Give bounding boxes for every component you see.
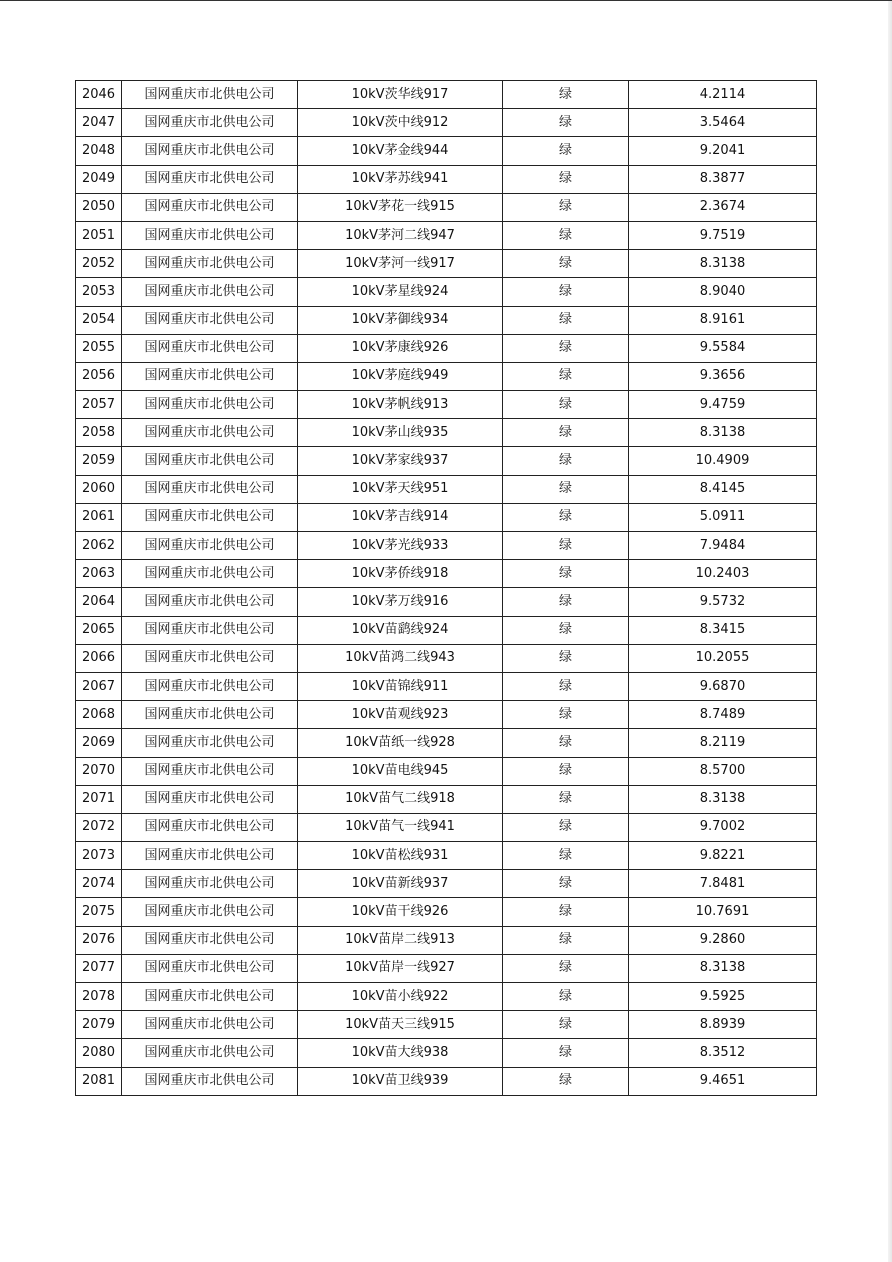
- value-cell: 9.6870: [629, 672, 817, 700]
- line-name-cell: 10kV茅花一线915: [298, 193, 503, 221]
- value-cell: 10.4909: [629, 447, 817, 475]
- table-row: [76, 785, 817, 813]
- status-cell: 绿: [503, 785, 629, 813]
- row-number-cell: 2066: [76, 644, 122, 672]
- status-cell: 绿: [503, 954, 629, 982]
- status-cell: 绿: [503, 221, 629, 249]
- row-number-cell: 2074: [76, 870, 122, 898]
- status-cell: 绿: [503, 729, 629, 757]
- row-number-cell: 2061: [76, 503, 122, 531]
- table-row: [76, 334, 817, 362]
- value-cell: 7.9484: [629, 532, 817, 560]
- value-cell: 9.5584: [629, 334, 817, 362]
- line-name-cell: 10kV茅河一线917: [298, 250, 503, 278]
- status-cell: 绿: [503, 560, 629, 588]
- status-cell: 绿: [503, 983, 629, 1011]
- company-cell: 国网重庆市北供电公司: [122, 193, 298, 221]
- value-cell: 8.3138: [629, 785, 817, 813]
- row-number-cell: 2069: [76, 729, 122, 757]
- line-name-cell: 10kV苗天三线915: [298, 1011, 503, 1039]
- status-cell: 绿: [503, 81, 629, 109]
- line-name-cell: 10kV苗干线926: [298, 898, 503, 926]
- status-cell: 绿: [503, 898, 629, 926]
- status-cell: 绿: [503, 475, 629, 503]
- row-number-cell: 2064: [76, 588, 122, 616]
- line-name-cell: 10kV苗观线923: [298, 701, 503, 729]
- page-top-rule: [0, 0, 892, 1]
- line-name-cell: 10kV苗小线922: [298, 983, 503, 1011]
- line-name-cell: 10kV茅万线916: [298, 588, 503, 616]
- table-row: [76, 757, 817, 785]
- page-edge-shadow: [888, 1, 892, 1262]
- table-row: [76, 532, 817, 560]
- value-cell: 8.3512: [629, 1039, 817, 1067]
- table-row: [76, 672, 817, 700]
- company-cell: 国网重庆市北供电公司: [122, 1067, 298, 1095]
- table-row: [76, 644, 817, 672]
- table-row: [76, 616, 817, 644]
- value-cell: 9.5925: [629, 983, 817, 1011]
- company-cell: 国网重庆市北供电公司: [122, 644, 298, 672]
- line-name-cell: 10kV茨华线917: [298, 81, 503, 109]
- status-cell: 绿: [503, 1039, 629, 1067]
- row-number-cell: 2077: [76, 954, 122, 982]
- line-name-cell: 10kV茅侨线918: [298, 560, 503, 588]
- value-cell: 9.3656: [629, 362, 817, 390]
- row-number-cell: 2065: [76, 616, 122, 644]
- row-number-cell: 2078: [76, 983, 122, 1011]
- company-cell: 国网重庆市北供电公司: [122, 898, 298, 926]
- value-cell: 8.3138: [629, 954, 817, 982]
- line-name-cell: 10kV苗气二线918: [298, 785, 503, 813]
- status-cell: 绿: [503, 391, 629, 419]
- table-row: [76, 475, 817, 503]
- status-cell: 绿: [503, 165, 629, 193]
- line-name-cell: 10kV茅金线944: [298, 137, 503, 165]
- table-row: [76, 137, 817, 165]
- line-name-cell: 10kV苗纸一线928: [298, 729, 503, 757]
- table-row: [76, 447, 817, 475]
- status-cell: 绿: [503, 701, 629, 729]
- company-cell: 国网重庆市北供电公司: [122, 306, 298, 334]
- line-name-cell: 10kV苗气一线941: [298, 813, 503, 841]
- table-row: [76, 362, 817, 390]
- row-number-cell: 2047: [76, 109, 122, 137]
- table-row: [76, 419, 817, 447]
- status-cell: 绿: [503, 870, 629, 898]
- line-name-cell: 10kV苗大线938: [298, 1039, 503, 1067]
- value-cell: 8.3138: [629, 419, 817, 447]
- company-cell: 国网重庆市北供电公司: [122, 785, 298, 813]
- row-number-cell: 2051: [76, 221, 122, 249]
- value-cell: 9.4759: [629, 391, 817, 419]
- status-cell: 绿: [503, 1011, 629, 1039]
- company-cell: 国网重庆市北供电公司: [122, 842, 298, 870]
- row-number-cell: 2055: [76, 334, 122, 362]
- table-row: [76, 1011, 817, 1039]
- company-cell: 国网重庆市北供电公司: [122, 532, 298, 560]
- line-name-cell: 10kV茅御线934: [298, 306, 503, 334]
- row-number-cell: 2081: [76, 1067, 122, 1095]
- company-cell: 国网重庆市北供电公司: [122, 165, 298, 193]
- line-name-cell: 10kV茅康线926: [298, 334, 503, 362]
- status-cell: 绿: [503, 926, 629, 954]
- row-number-cell: 2046: [76, 81, 122, 109]
- table-row: [76, 221, 817, 249]
- company-cell: 国网重庆市北供电公司: [122, 81, 298, 109]
- table-row: [76, 503, 817, 531]
- row-number-cell: 2067: [76, 672, 122, 700]
- value-cell: 8.4145: [629, 475, 817, 503]
- company-cell: 国网重庆市北供电公司: [122, 362, 298, 390]
- company-cell: 国网重庆市北供电公司: [122, 616, 298, 644]
- row-number-cell: 2048: [76, 137, 122, 165]
- row-number-cell: 2052: [76, 250, 122, 278]
- value-cell: 4.2114: [629, 81, 817, 109]
- value-cell: 5.0911: [629, 503, 817, 531]
- status-cell: 绿: [503, 447, 629, 475]
- status-cell: 绿: [503, 250, 629, 278]
- status-cell: 绿: [503, 306, 629, 334]
- status-cell: 绿: [503, 757, 629, 785]
- line-data-table: [75, 80, 817, 1096]
- company-cell: 国网重庆市北供电公司: [122, 1039, 298, 1067]
- status-cell: 绿: [503, 109, 629, 137]
- table-row: [76, 926, 817, 954]
- row-number-cell: 2049: [76, 165, 122, 193]
- company-cell: 国网重庆市北供电公司: [122, 588, 298, 616]
- row-number-cell: 2054: [76, 306, 122, 334]
- company-cell: 国网重庆市北供电公司: [122, 391, 298, 419]
- value-cell: 10.7691: [629, 898, 817, 926]
- value-cell: 9.7002: [629, 813, 817, 841]
- company-cell: 国网重庆市北供电公司: [122, 503, 298, 531]
- value-cell: 8.2119: [629, 729, 817, 757]
- table-row: [76, 983, 817, 1011]
- table-row: [76, 193, 817, 221]
- row-number-cell: 2073: [76, 842, 122, 870]
- table-row: [76, 870, 817, 898]
- table-row: [76, 109, 817, 137]
- value-cell: 8.5700: [629, 757, 817, 785]
- table-row: [76, 278, 817, 306]
- table-row: [76, 729, 817, 757]
- table-row: [76, 842, 817, 870]
- line-name-cell: 10kV茅吉线914: [298, 503, 503, 531]
- company-cell: 国网重庆市北供电公司: [122, 560, 298, 588]
- row-number-cell: 2063: [76, 560, 122, 588]
- company-cell: 国网重庆市北供电公司: [122, 701, 298, 729]
- row-number-cell: 2058: [76, 419, 122, 447]
- table-row: [76, 1039, 817, 1067]
- company-cell: 国网重庆市北供电公司: [122, 757, 298, 785]
- company-cell: 国网重庆市北供电公司: [122, 954, 298, 982]
- row-number-cell: 2056: [76, 362, 122, 390]
- value-cell: 9.5732: [629, 588, 817, 616]
- status-cell: 绿: [503, 842, 629, 870]
- value-cell: 8.9040: [629, 278, 817, 306]
- status-cell: 绿: [503, 419, 629, 447]
- line-name-cell: 10kV苗鹞线924: [298, 616, 503, 644]
- company-cell: 国网重庆市北供电公司: [122, 475, 298, 503]
- company-cell: 国网重庆市北供电公司: [122, 983, 298, 1011]
- line-name-cell: 10kV苗岸一线927: [298, 954, 503, 982]
- line-name-cell: 10kV茅家线937: [298, 447, 503, 475]
- value-cell: 10.2055: [629, 644, 817, 672]
- value-cell: 9.2860: [629, 926, 817, 954]
- company-cell: 国网重庆市北供电公司: [122, 870, 298, 898]
- value-cell: 9.2041: [629, 137, 817, 165]
- company-cell: 国网重庆市北供电公司: [122, 334, 298, 362]
- status-cell: 绿: [503, 644, 629, 672]
- company-cell: 国网重庆市北供电公司: [122, 419, 298, 447]
- table-row: [76, 560, 817, 588]
- value-cell: 9.7519: [629, 221, 817, 249]
- table-row: [76, 81, 817, 109]
- line-name-cell: 10kV茅庭线949: [298, 362, 503, 390]
- table-row: [76, 391, 817, 419]
- row-number-cell: 2075: [76, 898, 122, 926]
- company-cell: 国网重庆市北供电公司: [122, 447, 298, 475]
- line-name-cell: 10kV茅天线951: [298, 475, 503, 503]
- table-row: [76, 954, 817, 982]
- line-name-cell: 10kV苗岸二线913: [298, 926, 503, 954]
- row-number-cell: 2076: [76, 926, 122, 954]
- value-cell: 8.8939: [629, 1011, 817, 1039]
- table-row: [76, 1067, 817, 1095]
- status-cell: 绿: [503, 672, 629, 700]
- table-row: [76, 588, 817, 616]
- line-name-cell: 10kV茅星线924: [298, 278, 503, 306]
- value-cell: 8.3138: [629, 250, 817, 278]
- line-name-cell: 10kV苗锦线911: [298, 672, 503, 700]
- status-cell: 绿: [503, 616, 629, 644]
- line-name-cell: 10kV茨中线912: [298, 109, 503, 137]
- line-name-cell: 10kV苗松线931: [298, 842, 503, 870]
- value-cell: 9.8221: [629, 842, 817, 870]
- value-cell: 8.3415: [629, 616, 817, 644]
- company-cell: 国网重庆市北供电公司: [122, 250, 298, 278]
- value-cell: 7.8481: [629, 870, 817, 898]
- value-cell: 3.5464: [629, 109, 817, 137]
- company-cell: 国网重庆市北供电公司: [122, 813, 298, 841]
- table-row: [76, 701, 817, 729]
- company-cell: 国网重庆市北供电公司: [122, 729, 298, 757]
- company-cell: 国网重庆市北供电公司: [122, 672, 298, 700]
- company-cell: 国网重庆市北供电公司: [122, 221, 298, 249]
- row-number-cell: 2060: [76, 475, 122, 503]
- line-name-cell: 10kV茅帆线913: [298, 391, 503, 419]
- company-cell: 国网重庆市北供电公司: [122, 109, 298, 137]
- row-number-cell: 2050: [76, 193, 122, 221]
- table-row: [76, 250, 817, 278]
- row-number-cell: 2071: [76, 785, 122, 813]
- company-cell: 国网重庆市北供电公司: [122, 1011, 298, 1039]
- status-cell: 绿: [503, 813, 629, 841]
- status-cell: 绿: [503, 588, 629, 616]
- status-cell: 绿: [503, 193, 629, 221]
- table-row: [76, 165, 817, 193]
- line-name-cell: 10kV苗新线937: [298, 870, 503, 898]
- line-name-cell: 10kV茅河二线947: [298, 221, 503, 249]
- line-name-cell: 10kV茅苏线941: [298, 165, 503, 193]
- status-cell: 绿: [503, 278, 629, 306]
- company-cell: 国网重庆市北供电公司: [122, 278, 298, 306]
- row-number-cell: 2059: [76, 447, 122, 475]
- table-body: [76, 81, 817, 1096]
- value-cell: 9.4651: [629, 1067, 817, 1095]
- status-cell: 绿: [503, 532, 629, 560]
- table-row: [76, 898, 817, 926]
- row-number-cell: 2080: [76, 1039, 122, 1067]
- value-cell: 2.3674: [629, 193, 817, 221]
- line-name-cell: 10kV苗电线945: [298, 757, 503, 785]
- company-cell: 国网重庆市北供电公司: [122, 926, 298, 954]
- row-number-cell: 2072: [76, 813, 122, 841]
- status-cell: 绿: [503, 137, 629, 165]
- status-cell: 绿: [503, 362, 629, 390]
- status-cell: 绿: [503, 334, 629, 362]
- line-name-cell: 10kV苗鸿二线943: [298, 644, 503, 672]
- company-cell: 国网重庆市北供电公司: [122, 137, 298, 165]
- value-cell: 8.7489: [629, 701, 817, 729]
- row-number-cell: 2057: [76, 391, 122, 419]
- status-cell: 绿: [503, 1067, 629, 1095]
- row-number-cell: 2062: [76, 532, 122, 560]
- value-cell: 8.9161: [629, 306, 817, 334]
- line-name-cell: 10kV茅光线933: [298, 532, 503, 560]
- line-name-cell: 10kV茅山线935: [298, 419, 503, 447]
- row-number-cell: 2068: [76, 701, 122, 729]
- table-row: [76, 813, 817, 841]
- line-name-cell: 10kV苗卫线939: [298, 1067, 503, 1095]
- row-number-cell: 2053: [76, 278, 122, 306]
- row-number-cell: 2070: [76, 757, 122, 785]
- table-row: [76, 306, 817, 334]
- value-cell: 8.3877: [629, 165, 817, 193]
- value-cell: 10.2403: [629, 560, 817, 588]
- status-cell: 绿: [503, 503, 629, 531]
- row-number-cell: 2079: [76, 1011, 122, 1039]
